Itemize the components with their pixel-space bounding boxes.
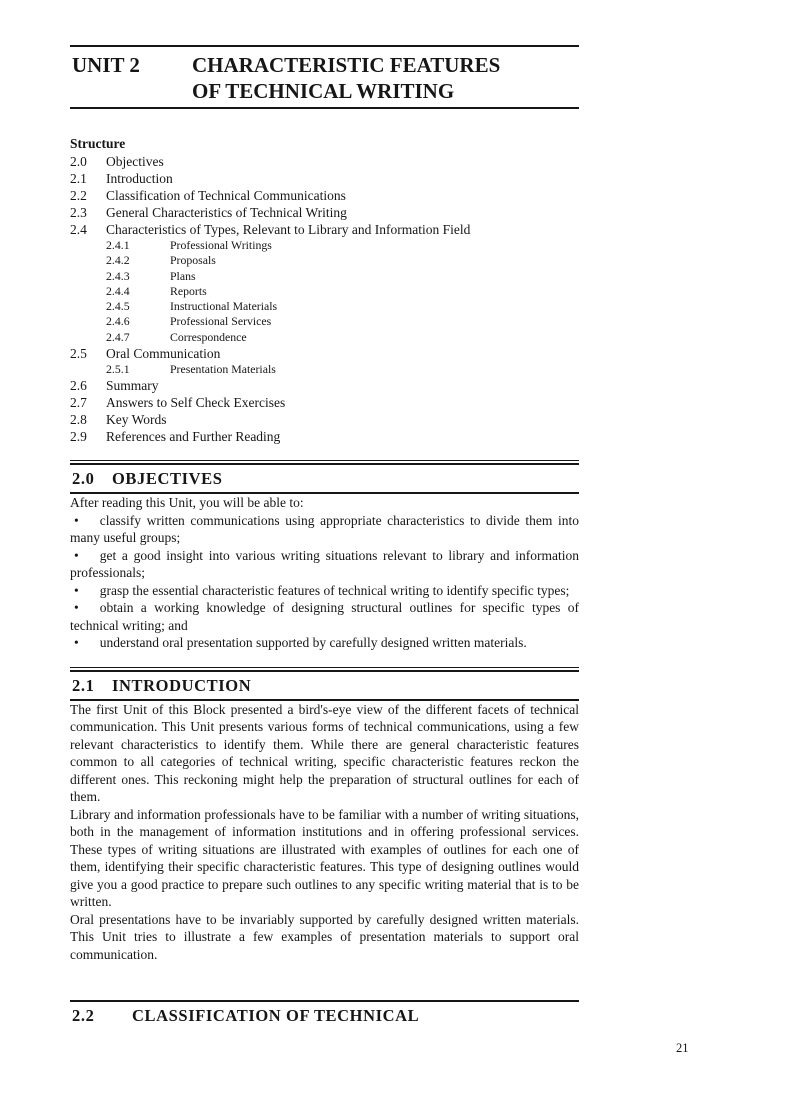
toc-item xyxy=(70,153,579,170)
toc-item-number: 2.7 xyxy=(70,395,87,411)
toc-subitem xyxy=(70,253,579,268)
toc-item xyxy=(70,170,579,187)
toc-item-number: 2.5 xyxy=(70,346,87,362)
bullet-icon: • xyxy=(74,635,79,651)
toc-subitem xyxy=(70,362,579,377)
toc-item-label: Key Words xyxy=(106,412,167,428)
toc-item xyxy=(70,345,579,362)
toc-item xyxy=(70,428,579,445)
toc-item-label: Proposals xyxy=(170,253,216,268)
toc-item-label: Reports xyxy=(170,283,207,298)
paragraph: Library and information professionals have to be familiar with a number of writing situations, both in the management of information institutions and in offering professional services. These types of writing situations are illustrated with examples of outlines for each one of them, identifying their specific characteristic features. This type of designing outlines would give you a good practice to prepare such outlines to any specific writing material that is to be written. xyxy=(70,806,579,910)
bullet-text: obtain a working knowledge of designing structural outlines for specific types of technical writing; and xyxy=(70,600,579,633)
section-heading-objectives xyxy=(70,460,579,494)
page-number: 21 xyxy=(676,1041,689,1055)
section-title: OBJECTIVES xyxy=(112,469,223,489)
toc-item-label: Introduction xyxy=(106,171,173,186)
toc-subitem xyxy=(70,269,579,284)
toc-item-number: 2.8 xyxy=(70,412,87,428)
bullet-icon: • xyxy=(74,582,79,598)
objectives-lead: After reading this Unit, you will be able to: xyxy=(70,495,304,511)
toc-item-number: 2.4.6 xyxy=(106,314,130,329)
section-heading-classification xyxy=(70,1000,579,1029)
unit-title-line1: CHARACTERISTIC FEATURES xyxy=(192,53,501,77)
toc-item-number: 2.3 xyxy=(70,205,87,220)
toc-item-number: 2.0 xyxy=(70,154,87,169)
unit-title-line2: OF TECHNICAL WRITING xyxy=(192,79,455,103)
paragraph: Oral presentations have to be invariably supported by carefully designed written materials. This Unit tries to illustrate a few examples of presentation materials to support oral communication. xyxy=(70,911,579,962)
section-heading-introduction xyxy=(70,667,579,701)
toc-item-label: References and Further Reading xyxy=(106,429,281,445)
bullet-item xyxy=(70,599,579,634)
bullet-text: get a good insight into various writing situations relevant to library and information professionals; xyxy=(70,547,579,581)
section-number: 2.2 xyxy=(72,1006,95,1026)
toc-item-number: 2.6 xyxy=(70,378,87,394)
toc-item-label: Characteristics of Types, Relevant to Library and Information Field xyxy=(106,222,471,237)
toc-item-number: 2.1 xyxy=(70,171,87,186)
toc-item-label: Professional Writings xyxy=(170,238,272,252)
toc-subitem xyxy=(70,284,579,299)
toc-item-number: 2.4.5 xyxy=(106,299,130,314)
bullet-text: understand oral presentation supported by carefully designed written materials. xyxy=(99,635,527,651)
toc-subitem xyxy=(70,238,579,253)
toc-item xyxy=(70,204,579,221)
toc-item-number: 2.4.2 xyxy=(106,253,130,268)
bullet-item xyxy=(70,634,579,652)
bullet-text: grasp the essential characteristic features of technical writing to identify specific types; xyxy=(99,582,570,598)
toc-item-number: 2.4.7 xyxy=(106,329,130,344)
toc-subitem xyxy=(70,330,579,345)
toc-item-number: 2.2 xyxy=(70,188,87,203)
toc-item-number: 2.9 xyxy=(70,429,87,445)
toc-item xyxy=(70,411,579,428)
toc-item-label: Objectives xyxy=(106,154,164,169)
toc-item-label: Classification of Technical Communications xyxy=(106,188,346,203)
unit-title xyxy=(192,52,500,104)
bullet-item xyxy=(70,547,579,582)
bullet-text: classify written communications using appropriate characteristics to divide them into many useful groups; xyxy=(70,512,579,546)
unit-title-block xyxy=(70,45,579,109)
table-of-contents xyxy=(70,153,579,445)
bullet-item xyxy=(70,512,579,547)
page-content xyxy=(70,45,579,1029)
toc-item xyxy=(70,377,579,394)
toc-item-label: Professional Services xyxy=(170,314,272,329)
toc-item-number: 2.4.1 xyxy=(106,238,130,252)
toc-item-number: 2.5.1 xyxy=(106,362,130,377)
section-title: INTRODUCTION xyxy=(112,675,252,695)
bullet-icon: • xyxy=(74,512,79,528)
structure-heading: Structure xyxy=(70,136,126,151)
section-number: 2.0 xyxy=(72,469,95,489)
toc-item-label: Oral Communication xyxy=(106,346,221,362)
section-title: CLASSIFICATION OF TECHNICAL xyxy=(132,1006,420,1026)
toc-item-label: General Characteristics of Technical Writing xyxy=(106,205,347,220)
paragraph: The first Unit of this Block presented a bird's-eye view of the different facets of technical communication. This Unit presents various forms of technical communications, using a few relevant characteristics to identify them. While there are general characteristic features common to all categories of technical writing, specific characteristic features reckon the different ones. This reckoning might help the preparation of structural outlines for each of them. xyxy=(70,701,579,805)
toc-item-label: Presentation Materials xyxy=(170,362,276,377)
toc-item xyxy=(70,221,579,238)
toc-item xyxy=(70,394,579,411)
toc-item-number: 2.4 xyxy=(70,222,87,237)
toc-item-label: Plans xyxy=(170,268,196,283)
bullet-icon: • xyxy=(74,600,79,616)
toc-item-number: 2.4.3 xyxy=(106,268,130,283)
bullet-icon: • xyxy=(74,547,79,563)
toc-subitem xyxy=(70,299,579,314)
toc-item-label: Answers to Self Check Exercises xyxy=(106,395,286,411)
toc-item-label: Summary xyxy=(106,378,159,394)
toc-item xyxy=(70,187,579,204)
toc-item-label: Correspondence xyxy=(170,329,247,344)
toc-subitem xyxy=(70,314,579,329)
unit-number: UNIT 2 xyxy=(72,53,140,77)
toc-item-number: 2.4.4 xyxy=(106,283,130,298)
bullet-item xyxy=(70,582,579,600)
section-number: 2.1 xyxy=(72,675,95,695)
toc-item-label: Instructional Materials xyxy=(170,299,278,314)
